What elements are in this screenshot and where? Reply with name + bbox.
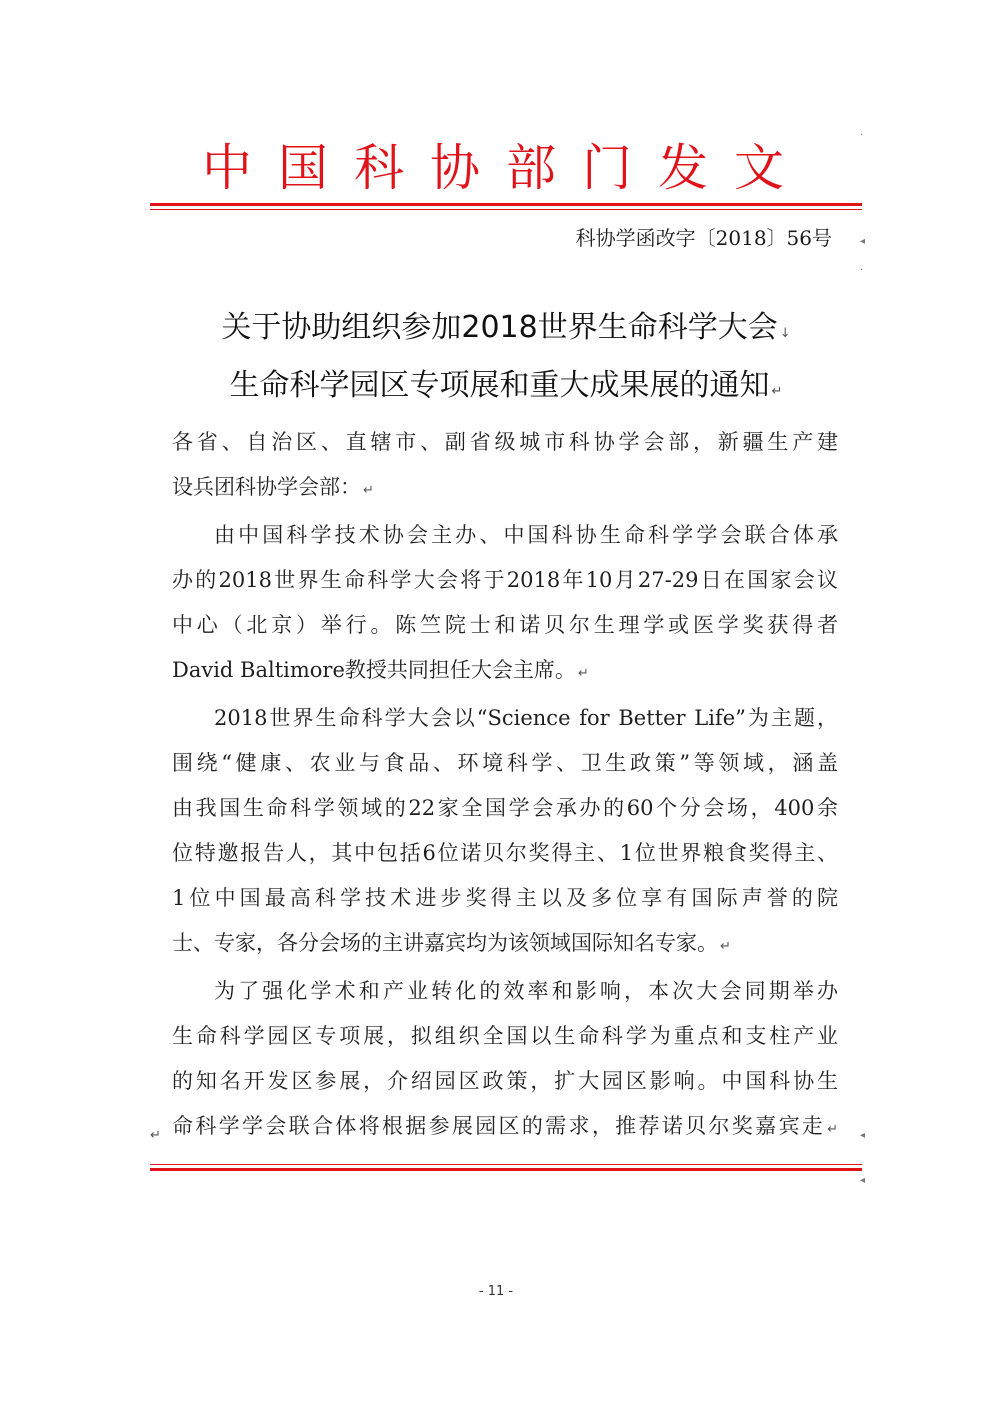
notice-title: [150, 302, 862, 418]
margin-tick-icon: ◂: [860, 236, 866, 247]
notice-title-line-1: 关于协助组织参加2018世界生命科学大会 ↓: [221, 310, 791, 345]
paragraph-mark: ↵: [771, 384, 783, 399]
body-line: 2018世界生命科学大会以“Science for Better Life”为主题，: [214, 706, 838, 730]
body-line: 命科学学会联合体将根据参展园区的需求，推荐诺贝尔奖嘉宾走 ↵: [172, 1114, 838, 1138]
body-line: 为了强化学术和产业转化的效率和影响，本次大会同期举办: [214, 979, 838, 1003]
document-number: 科协学函改字〔2018〕56号: [575, 226, 832, 250]
body-line: 的知名开发区参展，介绍园区政策，扩大园区影响。中国科协生: [172, 1069, 838, 1093]
body-line: 由我国生命科学领域的22家全国学会承办的60个分会场，400余: [172, 796, 838, 820]
margin-tick-icon: ◂: [860, 1175, 866, 1186]
body-line: 位特邀报告人，其中包括6位诺贝尔奖得主、1位世界粮食奖得主、: [172, 841, 838, 865]
page-number: - 11 -: [478, 1284, 514, 1299]
paragraph-mark: ↵: [363, 483, 374, 498]
paragraph-mark: ↵: [150, 1128, 161, 1143]
body-line: 中心（北京）举行。陈竺院士和诺贝尔生理学或医学奖获得者: [172, 613, 838, 637]
paragraph-mark: ↵: [720, 939, 731, 954]
agency-title: 中国科协部门发文: [202, 139, 810, 197]
body-line: 由中国科学技术协会主办、中国科协生命科学学会联合体承: [214, 523, 838, 547]
notice-body: [172, 420, 838, 1152]
header-red-rule-thin: [150, 209, 862, 210]
body-line: 生命科学园区专项展，拟组织全国以生命科学为重点和支柱产业: [172, 1024, 838, 1048]
margin-tick-icon: ·: [860, 130, 864, 141]
margin-tick-icon: ·: [860, 265, 864, 276]
body-line: 士、专家，各分会场的主讲嘉宾均为该领域国际知名专家。 ↵: [172, 931, 731, 955]
body-line: 1位中国最高科学技术进步奖得主以及多位享有国际声誉的院: [172, 886, 838, 910]
header-red-rule-thick: [150, 203, 862, 206]
body-line: 各省、自治区、直辖市、副省级城市科协学会部，新疆生产建: [172, 430, 838, 454]
margin-tick-icon: ◂: [860, 1130, 866, 1141]
body-line: 设兵团科协学会部： ↵: [172, 475, 374, 499]
paragraph-mark: ↵: [827, 1122, 838, 1137]
footer-red-rule-thin: [150, 1164, 862, 1165]
notice-title-line-2: 生命科学园区专项展和重大成果展的通知 ↵: [229, 368, 783, 403]
body-line: 办的2018世界生命科学大会将于2018年10月27-29日在国家会议: [172, 568, 838, 592]
paragraph-mark: ↵: [577, 666, 589, 681]
body-line: 围绕“健康、农业与食品、环境科学、卫生政策”等领域，涵盖: [172, 751, 838, 775]
footer-red-rule-thick: [150, 1168, 862, 1171]
line-break-mark: ↓: [779, 326, 791, 341]
right-margin-marks: [860, 0, 868, 1403]
body-line: David Baltimore教授共同担任大会主席。 ↵: [172, 658, 589, 682]
